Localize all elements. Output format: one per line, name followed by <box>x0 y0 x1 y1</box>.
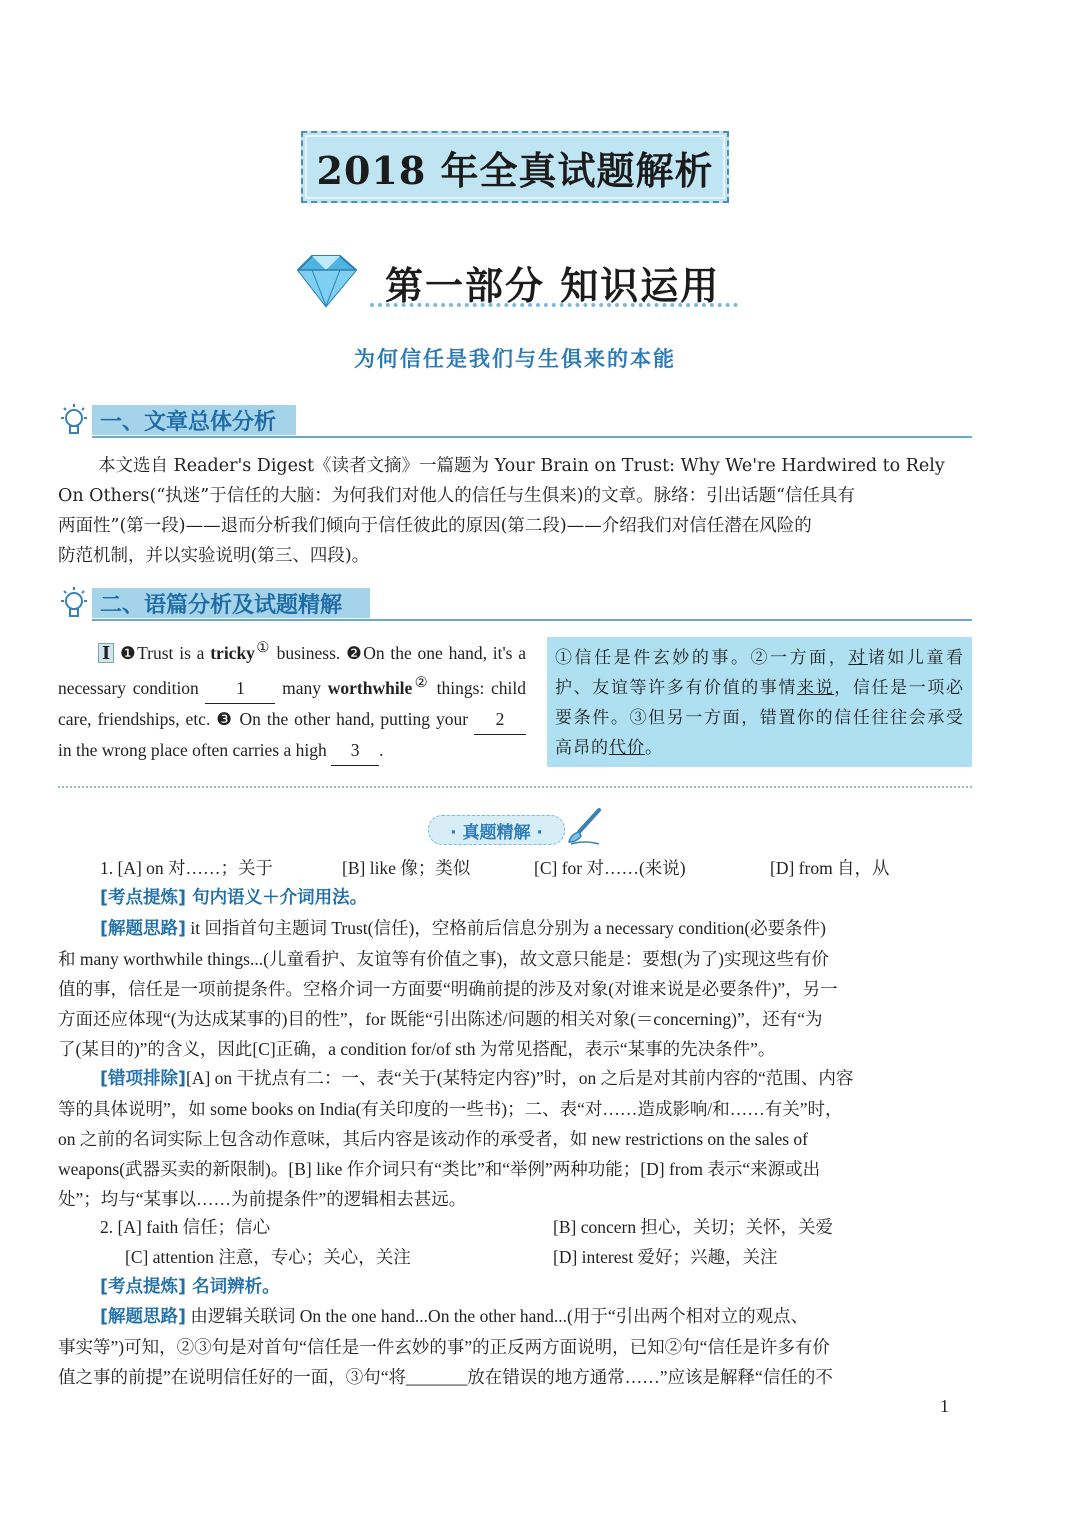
blank-1: 1 <box>205 673 275 704</box>
passage-paragraph <box>58 633 526 766</box>
q1-distractors <box>58 1063 972 1214</box>
text-line: 了(某目的)”的含义，因此[C]正确，a condition for/of sth 为常见搭配，表示“某事的先决条件”。 <box>58 1039 776 1059</box>
section1-label: 一、文章总体分析 <box>100 409 277 435</box>
q2-solution <box>58 1301 972 1392</box>
q1-key-point <box>100 883 367 913</box>
paragraph-marker: Ⅰ <box>98 643 114 663</box>
passage-text: things: child care, friendships, etc. <box>58 677 526 729</box>
text-line: 事实等”)可知，②③句是对首句“信任是一件玄妙的事”的正反两方面说明，已知②句“信任是许多有价 <box>58 1337 830 1357</box>
key-point-tag: [考点提炼] <box>100 888 186 908</box>
text-line: it 回指首句主题词 Trust(信任)，空格前后信息分别为 a necessary condition(必要条件) <box>186 918 826 938</box>
key-point-text: 句内语义＋介词用法。 <box>186 888 368 908</box>
key-point-tag: [考点提炼] <box>100 1277 186 1297</box>
text-line: 等的具体说明”，如 some books on India(有关印度的一些书)；二、表“对……造成影响/和……有关”时， <box>58 1099 843 1119</box>
translation-keyword: 来说 <box>797 678 835 698</box>
text-line: 值的事，信任是一项前提条件。空格介词一方面要“明确前提的涉及对象(对谁来说是必要条件)”，另一 <box>58 979 838 999</box>
blank-2: 2 <box>474 704 526 735</box>
solution-tag: [解题思路] <box>100 919 186 939</box>
translation-text: ，信任是一项必要条件。③但另一方面，错置你的信任往往会承受高昂的 <box>555 678 965 758</box>
translation-box <box>547 637 972 767</box>
text-line: 和 many worthwhile things...(儿童看护、友谊等有价值之事)，故文意只能是：要想(为了)实现这些有价 <box>58 949 829 969</box>
pen-icon <box>565 806 605 846</box>
section2-header <box>92 588 370 618</box>
title-box <box>301 131 729 203</box>
sentence-number: ❷ <box>346 642 364 663</box>
translation-keyword: 对 <box>848 648 868 668</box>
distractor-tag: [错项排除] <box>100 1069 186 1089</box>
lightbulb-icon <box>58 403 90 439</box>
text-line: weapons(武器买卖的新限制)。[B] like 作介词只有“类比”和“举例”两种功能；[D] from 表示“来源或出 <box>58 1159 821 1179</box>
footnote-mark: ① <box>254 640 271 656</box>
text-line: on 之前的名词实际上包含动作意味，其后内容是该动作的承受者，如 new restrictions on the sales of <box>58 1129 809 1149</box>
text-line: 处”；均与“某事以……为前提条件”的逻辑相去甚远。 <box>58 1189 467 1209</box>
part-heading: 第一部分 知识运用 <box>385 264 721 308</box>
translation-text: 。 <box>645 738 663 758</box>
footnote-mark: ② <box>412 674 430 691</box>
vocab-word: tricky <box>210 642 255 663</box>
text-line: 由逻辑关联词 On the one hand...On the other hand...(用于“引出两个相对立的观点、 <box>186 1306 809 1326</box>
q1-option-d: [D] from 自，从 <box>770 858 890 878</box>
vocab-word: worthwhile <box>327 677 413 698</box>
passage-text: On the one hand, it's a necessary condition <box>58 642 527 698</box>
text-line: 值之事的前提”在说明信任好的一面，③句“将_______放在错误的地方通常……”应该是解释“信任的不 <box>58 1367 833 1387</box>
blank-3: 3 <box>331 735 379 766</box>
q2-option-c: [C] attention 注意，专心；关心，关注 <box>125 1247 411 1267</box>
passage-text: business. <box>270 642 347 663</box>
passage-text: Trust is a <box>137 642 211 663</box>
passage-text: in the wrong place often carries a high <box>58 739 332 760</box>
sentence-number: ❸ <box>216 708 234 729</box>
article-subtitle: 为何信任是我们与生俱来的本能 <box>354 347 676 371</box>
text-line: On Others(“执迷”于信任的大脑：为何我们对他人的信任与生俱来)的文章。脉络：引出话题“信任具有 <box>58 486 856 506</box>
q2-option-d: [D] interest 爱好；兴趣，关注 <box>553 1247 778 1267</box>
q1-option-a: 1. [A] on 对……；关于 <box>100 858 274 878</box>
translation-text: ①信任是件玄妙的事。②一方面， <box>555 648 849 668</box>
passage-text: many <box>275 677 328 698</box>
section2-rule <box>92 619 972 621</box>
q1-option-c: [C] for 对……(来说) <box>534 858 686 878</box>
solution-tag: [解题思路] <box>100 1307 186 1327</box>
text-line: [A] on 干扰点有二：一、表“关于(某特定内容)”时，on 之后是对其前内容的“范围、内容 <box>186 1068 854 1088</box>
q2-key-point <box>100 1272 280 1302</box>
divider <box>58 786 972 788</box>
section1-rule <box>92 436 972 438</box>
passage-text: On the other hand, putting your <box>239 708 474 729</box>
section1-paragraph <box>58 451 972 571</box>
section2-label: 二、语篇分析及试题精解 <box>100 592 343 618</box>
q1-solution <box>58 913 972 1064</box>
exam-analysis-badge: · 真题精解 · <box>428 815 565 845</box>
section1-header <box>92 405 296 435</box>
q1-option-b: [B] like 像；类似 <box>342 858 471 878</box>
q2-option-b: [B] concern 担心，关切；关怀，关爱 <box>553 1217 833 1237</box>
passage-text: . <box>379 739 384 760</box>
text-line: 本文选自 Reader's Digest《读者文摘》一篇题为 Your Brain on Trust: Why We're Hardwired to Rely <box>98 456 945 476</box>
translation-keyword: 代价 <box>609 738 645 758</box>
translation-text: 诸如儿童看护、友谊等许多有价值的事情 <box>555 648 965 698</box>
part-heading-underline <box>370 303 738 307</box>
diamond-icon <box>290 250 362 310</box>
page-number: 1 <box>940 1396 949 1416</box>
key-point-text: 名词辨析。 <box>186 1277 280 1297</box>
text-line: 防范机制，并以实验说明(第三、四段)。 <box>58 546 370 566</box>
q2-option-a: 2. [A] faith 信任；信心 <box>100 1217 271 1237</box>
text-line: 两面性”(第一段)——退而分析我们倾向于信任彼此的原因(第二段)——介绍我们对信任潜在风险的 <box>58 516 812 536</box>
text-line: 方面还应体现“(为达成某事的)目的性”，for 既能“引出陈述/问题的相关对象(＝concerning)”，还有“为 <box>58 1009 823 1029</box>
page-title: 2018 年全真试题解析 <box>316 147 714 193</box>
sentence-number: ❶ <box>119 642 138 663</box>
lightbulb-icon <box>58 586 90 622</box>
